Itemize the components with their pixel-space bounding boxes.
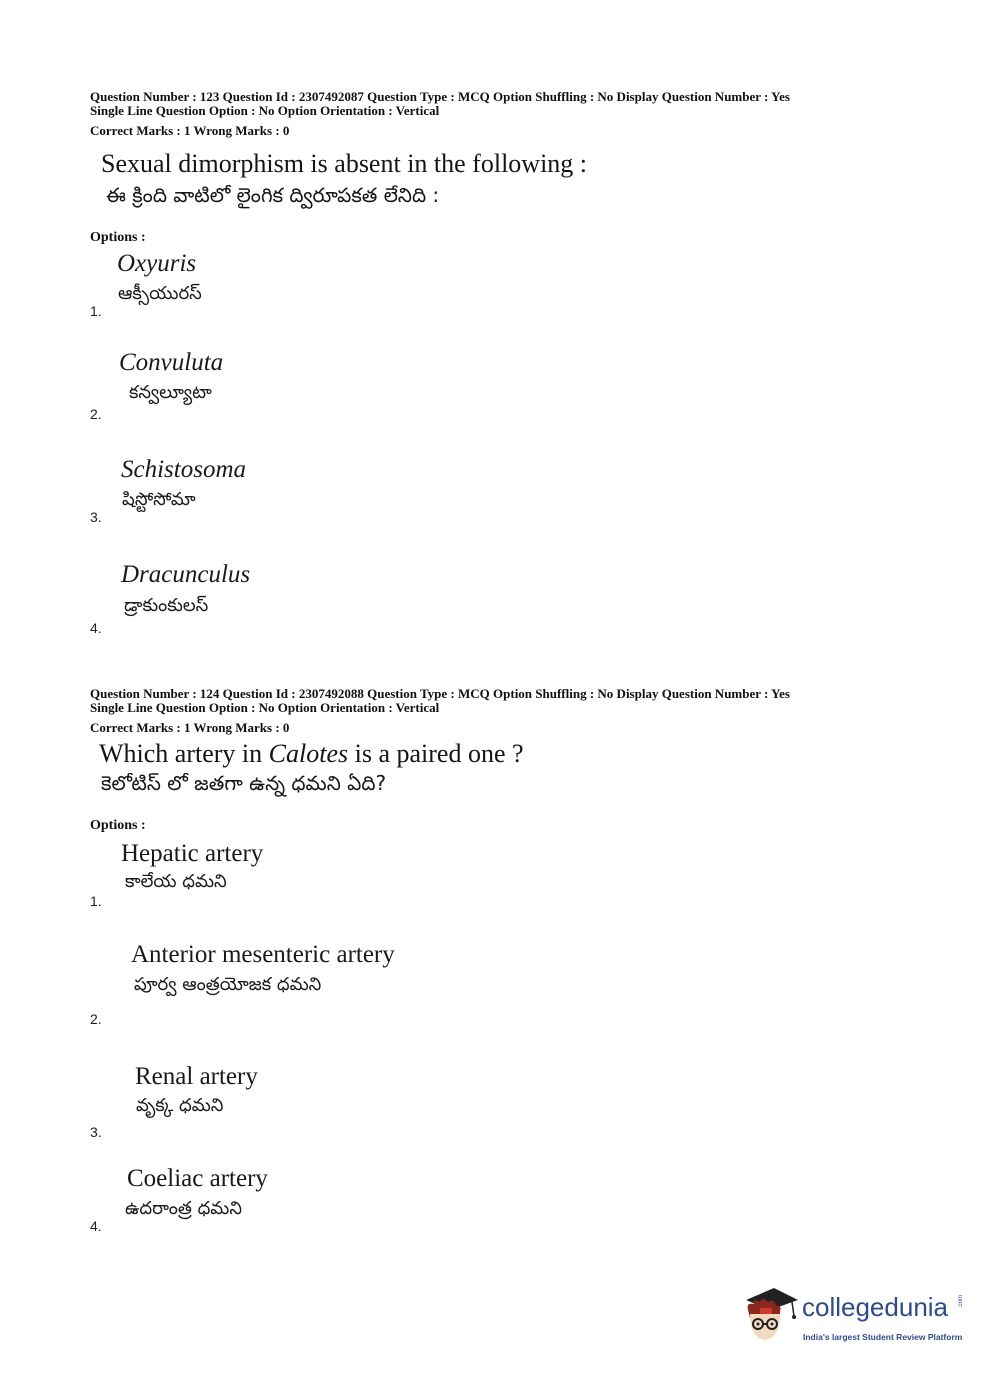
option-number: 2.: [90, 1011, 102, 1027]
option-telugu: ఆక్సీయురస్: [118, 283, 202, 304]
question-marks: Correct Marks : 1 Wrong Marks : 0: [90, 720, 290, 735]
option-english: Renal artery: [135, 1063, 258, 1090]
option-telugu: కాలేయ ధమని: [125, 871, 227, 892]
option-english: Convuluta: [119, 349, 224, 376]
option-telugu: కన్వల్యూటా: [129, 382, 212, 403]
question-meta-line2: Single Line Question Option : No Option Orientation : Vertical: [90, 103, 440, 118]
option-number: 1.: [90, 303, 102, 319]
question-text-english: [99, 739, 524, 769]
option-number: 3.: [90, 1124, 102, 1140]
question-meta-line2: Single Line Question Option : No Option Orientation : Vertical: [90, 700, 440, 715]
brand-tagline: India's largest Student Review Platform: [803, 1332, 963, 1342]
option-number: 4.: [90, 1218, 102, 1234]
option-english: Oxyuris: [117, 250, 197, 277]
option-telugu: పూర్వ ఆంత్రయోజక ధమని: [134, 974, 322, 995]
question-meta-line1: Question Number : 123 Question Id : 2307492087 Question Type : MCQ Option Shuffling : No Display Question Number : Yes: [90, 89, 790, 104]
brand-domain: .com: [958, 1294, 964, 1308]
option-telugu: వృక్క ధమని: [136, 1095, 224, 1116]
question-meta-line1: Question Number : 124 Question Id : 2307492088 Question Type : MCQ Option Shuffling : No Display Question Number : Yes: [90, 686, 790, 701]
option-telugu: షిస్టోసోమా: [122, 489, 196, 510]
options-label: Options :: [90, 230, 146, 245]
option-english: Dracunculus: [121, 561, 251, 588]
question-text-telugu: కెలోటిస్ లో జతగా ఉన్న ధమని ఏది?: [101, 771, 387, 795]
question-marks: Correct Marks : 1 Wrong Marks : 0: [90, 123, 290, 138]
option-telugu: డ్రాకుంకులస్: [124, 595, 209, 616]
question-text-telugu: ఈ క్రింది వాటిలో లైంగిక ద్విరూపకత లేనిది :: [106, 183, 440, 207]
mascot-icon: [740, 1280, 800, 1350]
question-text-genus: Calotes: [268, 739, 349, 768]
option-english: Hepatic artery: [121, 840, 264, 867]
question-text-part: is a paired one ?: [348, 739, 524, 768]
option-number: 3.: [90, 509, 102, 525]
option-telugu: ఉదరాంత్ర ధమని: [125, 1198, 242, 1219]
question-text-english: Sexual dimorphism is absent in the following :: [101, 149, 588, 178]
option-english: Schistosoma: [121, 456, 246, 483]
option-english: Coeliac artery: [127, 1165, 268, 1192]
option-number: 1.: [90, 893, 102, 909]
brand-name: collegedunia: [802, 1292, 949, 1322]
option-english: Anterior mesenteric artery: [131, 941, 395, 968]
collegedunia-logo: [740, 1280, 970, 1352]
option-number: 2.: [90, 406, 102, 422]
options-label: Options :: [90, 818, 146, 833]
option-number: 4.: [90, 620, 102, 636]
question-text-part: Which artery in: [99, 739, 269, 768]
